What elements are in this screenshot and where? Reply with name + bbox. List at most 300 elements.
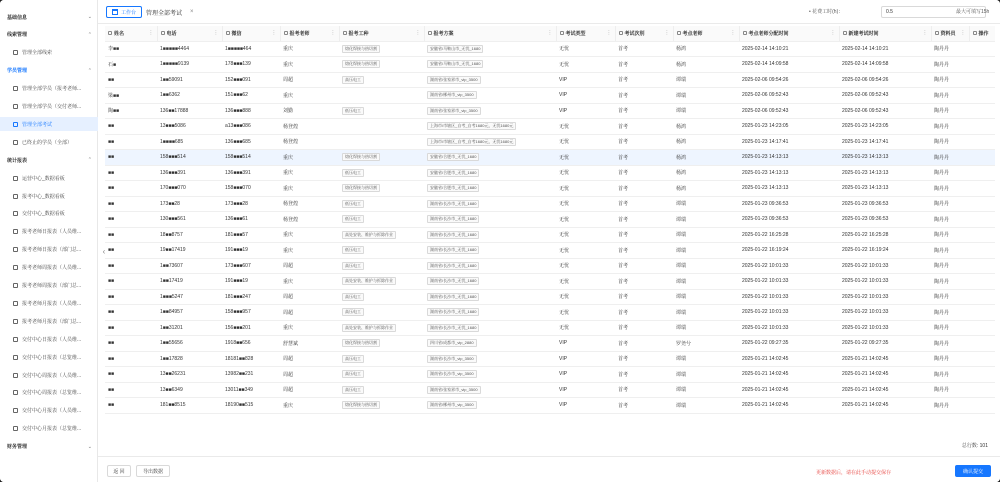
column-header[interactable] [615,26,673,41]
table-row[interactable] [105,398,995,414]
cell-actions[interactable] [969,305,995,321]
cell-type [556,119,615,135]
back-button[interactable]: 返 回 [107,465,131,477]
cell-text: 陶丹丹 [934,170,950,177]
sidebar-item[interactable] [0,261,98,275]
cell-wechat [222,72,280,88]
cell-text: 1■■■■■4464 [160,45,190,52]
table-row[interactable] [105,57,995,73]
cell-text: 谭瑞 [676,402,687,409]
table-row[interactable] [105,289,995,305]
cell-wechat [222,243,280,259]
cell-text: 2025-01-23 09:36:53 [742,216,789,223]
cell-actions[interactable] [969,196,995,212]
sidebar-item[interactable] [0,100,98,114]
cell-text: ■■ [108,216,115,223]
table-row[interactable] [105,119,995,135]
sidebar-item[interactable] [0,296,98,310]
table-row[interactable] [105,243,995,259]
cell-wechat [222,367,280,383]
sidebar-group[interactable] [0,153,98,167]
cell-text: 1■■■5247 [160,293,183,300]
table-body [105,41,995,413]
cell-teacher [280,351,339,367]
cell-trade [339,57,424,73]
cell-proctor [673,258,739,274]
cell-clerk [931,289,969,305]
cell-text: 湖南省/长沙市_无忧_1680 [427,200,479,208]
cell-created [839,72,931,88]
column-header[interactable] [424,26,556,41]
table-row[interactable] [105,103,995,119]
cell-actions[interactable] [969,382,995,398]
sidebar-item[interactable] [0,314,98,328]
cost-hours-label: • 花费工时(h)： [809,9,844,15]
cell-text: 1■■84957 [160,309,183,316]
cell-text: 重庆 [283,232,294,239]
chevron-icon[interactable]: ⌄ [87,14,92,20]
cell-text: VIP [559,355,568,362]
cell-created [839,227,931,243]
cell-created [839,165,931,181]
cell-name [105,134,157,150]
cell-actions[interactable] [969,367,995,383]
cell-text: 周超 [283,77,294,84]
table-row[interactable] [105,72,995,88]
cell-text: 1■■59091 [160,76,183,83]
menu-item-icon [13,211,18,216]
column-header[interactable] [969,26,995,41]
sidebar-item[interactable] [0,422,98,436]
filter-icon[interactable]: ⋮ [330,29,336,36]
cell-assign [739,382,839,398]
cell-created [839,320,931,336]
cell-attempt [615,351,673,367]
chevron-icon[interactable]: ⌃ [87,157,92,164]
cell-actions[interactable] [969,150,995,166]
cell-attempt [615,165,673,181]
filter-icon[interactable]: ⋮ [606,29,612,36]
export-button[interactable]: 导出数据 [136,465,170,477]
cell-clerk [931,258,969,274]
cell-text: 低压电工 [342,169,364,177]
cell-assign [739,274,839,290]
cell-text: 173■■28 [160,200,180,207]
cell-created [839,41,931,57]
cell-wechat [222,382,280,398]
cell-plan [424,243,556,259]
cell-text: 湖南省/长沙市_无忧_1680 [427,324,479,332]
cell-text: 170■■■070 [160,185,186,192]
sidebar-item-label: 交付中心周报表（总览维... [22,390,82,397]
cell-text: 首考 [618,154,629,161]
cell-assign [739,103,839,119]
cell-proctor [673,103,739,119]
cell-actions[interactable] [969,212,995,228]
sidebar-item[interactable] [0,386,98,400]
cell-type [556,181,615,197]
sidebar-item[interactable] [0,350,98,364]
cell-plan [424,258,556,274]
cell-wechat [222,57,280,73]
cell-name [105,274,157,290]
cell-clerk [931,398,969,414]
column-label: 姓名 [114,30,125,37]
cell-attempt [615,72,673,88]
menu-item-icon [13,86,18,91]
sidebar-item[interactable] [0,171,98,185]
column-header[interactable] [339,26,424,41]
sidebar-item-label: 运营中心_数据看板 [22,175,65,182]
table-row[interactable] [105,274,995,290]
cell-text: 谭瑞 [676,325,687,332]
cell-text: 1■■73607 [160,262,183,269]
cell-name [105,398,157,414]
cell-trade [339,119,424,135]
cell-text: 2025-01-22 10:01:33 [842,309,889,316]
cell-plan [424,196,556,212]
filter-icon[interactable]: ⋮ [960,29,966,36]
cell-phone [157,57,222,73]
table-row[interactable] [105,150,995,166]
cell-phone [157,382,222,398]
cell-text: 陶丹丹 [934,340,950,347]
cell-text: 重庆 [283,46,294,53]
sidebar-group[interactable] [0,10,98,24]
cell-wechat [222,165,280,181]
cell-text: 上海市/市辖区_自考_自考1680元，无忧1680元 [427,122,516,130]
cell-actions[interactable] [969,119,995,135]
cell-proctor [673,336,739,352]
menu-item-icon [13,319,18,324]
cell-created [839,258,931,274]
cell-type [556,320,615,336]
cell-trade [339,165,424,181]
cell-type [556,134,615,150]
column-header[interactable] [839,26,931,41]
cost-hours-input[interactable]: 0.5 [881,6,986,18]
sidebar-group[interactable] [0,64,98,78]
cell-phone [157,351,222,367]
column-icon [677,31,681,35]
cell-actions[interactable] [969,320,995,336]
menu-item-icon [13,426,18,431]
cell-phone [157,227,222,243]
home-tab[interactable] [106,6,142,18]
column-header[interactable] [673,26,739,41]
cell-text: 安徽省/合肥市_无忧_1680 [427,184,479,192]
cell-trade [339,103,424,119]
cell-text: 李■■ [108,46,120,53]
cell-text: 2025-02-06 09:52:43 [842,107,889,114]
sidebar-item[interactable] [0,135,98,149]
cell-teacher [280,274,339,290]
column-label: 考试次别 [624,30,645,37]
filter-icon[interactable]: ⋮ [922,29,928,36]
cell-wechat [222,320,280,336]
table-row[interactable] [105,305,995,321]
sidebar-item[interactable] [0,207,98,221]
cell-trade [339,134,424,150]
cell-actions[interactable] [969,72,995,88]
cell-text: 杨登煌 [283,201,299,208]
sidebar-item-label: 报考老师月报表（部门总... [22,318,82,325]
cell-text: 无忧 [559,232,570,239]
column-header[interactable] [739,26,839,41]
cell-wechat [222,41,280,57]
cell-proctor [673,88,739,104]
cell-text: 首考 [618,216,629,223]
sidebar-item-label: 交付中心月报表（总览维... [22,426,82,433]
sidebar-item-label: 交付中心日报表（总览维... [22,354,82,361]
cell-text: 2025-01-23 14:13:13 [842,154,889,161]
cell-plan [424,351,556,367]
chevron-icon[interactable]: ⌃ [87,67,92,74]
cell-text: VIP [559,402,568,409]
cell-actions[interactable] [969,289,995,305]
cell-text: 湖南省/长沙市_vip_3500 [427,370,477,378]
filter-icon[interactable]: ⋮ [664,29,670,36]
cell-teacher [280,227,339,243]
table-row[interactable] [105,134,995,150]
cell-trade [339,181,424,197]
cell-actions[interactable] [969,398,995,414]
cell-created [839,274,931,290]
cell-text: 重庆 [283,278,294,285]
cell-text: 首考 [618,123,629,130]
cell-teacher [280,305,339,321]
cell-text: 陶丹丹 [934,232,950,239]
table-row[interactable] [105,165,995,181]
cell-text: ■■ [108,247,115,254]
cell-teacher [280,165,339,181]
submit-button[interactable]: 确认提交 [955,465,991,477]
sidebar-item[interactable] [0,279,98,293]
cell-text: 18181■■828 [225,355,254,362]
column-header[interactable] [931,26,969,41]
cell-text: 陶丹丹 [934,216,950,223]
cell-type [556,72,615,88]
column-header[interactable] [222,26,280,41]
cell-text: 2025-01-21 14:02:45 [842,386,889,393]
cell-plan [424,382,556,398]
cell-text: VIP [559,76,568,83]
cell-name [105,165,157,181]
cell-actions[interactable] [969,227,995,243]
close-tab-icon[interactable]: × [190,9,194,15]
cell-name [105,289,157,305]
sidebar-collapse-icon[interactable]: ‹ [102,246,106,256]
cell-actions[interactable] [969,181,995,197]
table-row[interactable] [105,336,995,352]
cell-text: 无忧 [559,170,570,177]
cell-assign [739,289,839,305]
cell-plan [424,181,556,197]
cell-created [839,382,931,398]
cell-assign [739,57,839,73]
cell-text: 2025-01-21 14:02:45 [842,355,889,362]
cell-teacher [280,336,339,352]
sidebar-item[interactable] [0,243,98,257]
tab-manage-exams[interactable] [146,6,194,18]
cell-phone [157,134,222,150]
cell-text: 陶■■ [108,108,120,115]
cell-type [556,382,615,398]
column-header[interactable] [157,26,222,41]
sidebar-item[interactable] [0,368,98,382]
cell-phone [157,305,222,321]
filter-icon[interactable]: ⋮ [830,29,836,36]
cell-text: 谭瑞 [676,356,687,363]
filter-icon[interactable]: ⋮ [415,29,421,36]
cell-actions[interactable] [969,41,995,57]
cell-text: 181■■■247 [225,293,251,300]
column-icon [226,31,230,35]
cell-teacher [280,181,339,197]
cell-created [839,212,931,228]
cell-teacher [280,196,339,212]
cell-actions[interactable] [969,134,995,150]
cell-actions[interactable] [969,336,995,352]
cell-text: 湖南省/长沙市_无忧_1680 [427,262,479,270]
cell-type [556,243,615,259]
cell-type [556,196,615,212]
sidebar-item[interactable] [0,189,98,203]
cell-actions[interactable] [969,274,995,290]
sidebar-item[interactable] [0,117,98,131]
cell-created [839,243,931,259]
sidebar-item[interactable] [0,82,98,96]
cell-teacher [280,57,339,73]
cell-text: 谭瑞 [676,77,687,84]
cell-trade [339,243,424,259]
table-row[interactable] [105,382,995,398]
cell-text: 周超 [283,309,294,316]
cell-assign [739,398,839,414]
cell-actions[interactable] [969,243,995,259]
table-row[interactable] [105,88,995,104]
cell-text: 首考 [618,402,629,409]
filter-icon[interactable]: ⋮ [148,29,154,36]
cell-clerk [931,57,969,73]
column-header[interactable] [280,26,339,41]
table-row[interactable] [105,367,995,383]
sidebar-item[interactable] [0,404,98,418]
cell-text: 重庆 [283,92,294,99]
cell-actions[interactable] [969,103,995,119]
sidebar-group[interactable] [0,440,98,454]
cell-type [556,274,615,290]
table-row[interactable] [105,351,995,367]
table-row[interactable] [105,181,995,197]
table-row[interactable] [105,227,995,243]
cell-text: 高处安装、维护与拆除作业 [342,231,396,239]
table-row[interactable] [105,258,995,274]
cell-text: 13011■■349 [225,386,253,393]
cell-proctor [673,227,739,243]
cell-teacher [280,103,339,119]
cell-text: 无忧 [559,185,570,192]
cell-text: 重庆 [283,247,294,254]
filter-icon[interactable]: ⋮ [547,29,553,36]
cell-actions[interactable] [969,88,995,104]
cell-text: 136■■■61 [225,216,248,223]
chevron-icon[interactable]: ⌃ [87,31,92,38]
cell-text: 2025-01-23 14:13:13 [742,185,789,192]
cell-phone [157,196,222,212]
cell-attempt [615,274,673,290]
cell-actions[interactable] [969,57,995,73]
cell-text: 谭瑞 [676,108,687,115]
cell-name [105,88,157,104]
cell-text: 杨鸿 [676,154,687,161]
cell-phone [157,165,222,181]
cell-wechat [222,134,280,150]
cell-text: 安徽省/合肥市_无忧_1680 [427,153,479,161]
cell-wechat [222,289,280,305]
cell-attempt [615,103,673,119]
sidebar-item[interactable] [0,225,98,239]
cell-proctor [673,196,739,212]
cell-text: 130■■■561 [160,216,186,223]
cell-wechat [222,196,280,212]
cell-text: 2025-01-22 09:27:35 [842,340,889,347]
sidebar-group[interactable] [0,28,98,42]
sidebar-item[interactable] [0,46,98,60]
chevron-icon[interactable]: ⌄ [87,443,92,450]
sidebar-item-label: 报考老师日报表（人员维... [22,229,82,236]
cell-text: ■■ [108,371,115,378]
column-label: 报考老师 [289,30,310,37]
table-row[interactable] [105,196,995,212]
cell-phone [157,258,222,274]
cell-actions[interactable] [969,351,995,367]
cell-text: 陶丹丹 [934,387,950,394]
cell-text: 13■■6349 [160,386,183,393]
column-header[interactable] [105,26,157,41]
table-row[interactable] [105,320,995,336]
cell-text: 陶丹丹 [934,154,950,161]
cell-text: 无忧 [559,154,570,161]
cell-teacher [280,119,339,135]
table-row[interactable] [105,41,995,57]
sidebar-item[interactable] [0,332,98,346]
cell-plan [424,57,556,73]
cell-plan [424,367,556,383]
table-row[interactable] [105,212,995,228]
cell-text: 重庆 [283,402,294,409]
filter-icon[interactable]: ⋮ [213,29,219,36]
cell-clerk [931,88,969,104]
cell-text: 2025-01-23 14:23:05 [842,123,889,130]
cell-text: 2025-01-22 10:01:33 [742,262,789,269]
filter-icon[interactable]: ⋮ [730,29,736,36]
cell-text: 谭瑞 [676,216,687,223]
cell-created [839,134,931,150]
cell-text: 2025-01-23 14:13:13 [742,154,789,161]
cell-text: 谭瑞 [676,201,687,208]
cell-text: 2025-02-06 09:52:43 [742,92,789,99]
filter-icon[interactable]: ⋮ [271,29,277,36]
cell-text: 2025-01-22 10:01:33 [842,262,889,269]
column-header[interactable] [556,26,615,41]
cell-text: ■■ [108,278,115,285]
cell-assign [739,165,839,181]
cell-text: 安徽省/马鞍山市_无忧_1680 [427,60,483,68]
cell-actions[interactable] [969,258,995,274]
cell-name [105,258,157,274]
cell-actions[interactable] [969,165,995,181]
